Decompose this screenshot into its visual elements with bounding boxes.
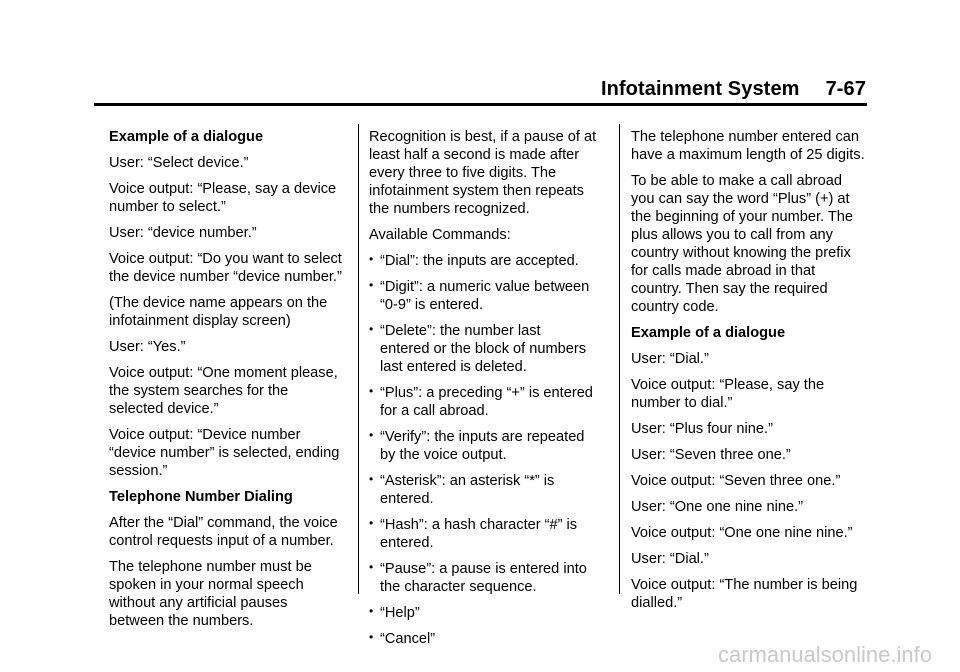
column-divider (358, 124, 359, 594)
bullet-icon: • (369, 428, 374, 442)
section-heading: Telephone Number Dialing (109, 489, 293, 505)
bullet-icon: • (369, 630, 374, 644)
list-item: • “Delete”: the number last entered or the block of numbers last entered is deleted. (369, 322, 587, 375)
list-item: • “Help” (369, 604, 420, 621)
bullet-icon: • (369, 252, 374, 266)
paragraph: The telephone number must be spoken in your normal speech without any artificial pauses between the numbers. (109, 559, 312, 629)
bullet-icon: • (369, 516, 374, 530)
list-item: • “Dial”: the inputs are accepted. (369, 252, 579, 269)
paragraph: Voice output: “The number is being dialled.” (631, 577, 858, 611)
paragraph: (The device name appears on the infotainment display screen) (109, 295, 328, 329)
column-2 (369, 128, 609, 656)
header-rule (94, 103, 867, 106)
paragraph: Recognition is best, if a pause of at least half a second is made after every three to five digits. The infotainment system then repeats the numbers recognized. (369, 129, 597, 217)
paragraph: Voice output: “One moment please, the system searches for the selected device.” (109, 365, 338, 417)
section-title: Infotainment System (600, 78, 800, 100)
paragraph: To be able to make a call abroad you can say the word “Plus” (+) at the beginning of your number. The plus allows you to call from any country without knowing the prefix for calls made abroad in that country. Then say the required country code. (631, 173, 854, 315)
list-item: • “Hash”: a hash character “#” is entered. (369, 516, 578, 551)
paragraph: Voice output: “Please, say a device number to select.” (109, 181, 337, 215)
paragraph: User: “Plus four nine.” (631, 421, 773, 437)
bullet-icon: • (369, 322, 374, 336)
page-number: 7-67 (825, 78, 866, 100)
paragraph: Voice output: “One one nine nine.” (631, 525, 853, 541)
paragraph: Example of a dialogue (109, 129, 264, 145)
bullet-icon: • (369, 560, 374, 574)
paragraph: User: “device number.” (109, 225, 257, 241)
bullet-icon: • (369, 384, 374, 398)
watermark: carmanualsonline.info (717, 642, 932, 667)
page-header (601, 78, 866, 101)
list-item: • “Verify”: the inputs are repeated by the voice output. (369, 428, 585, 463)
paragraph: User: “Select device.” (109, 155, 249, 171)
list-item: • “Plus”: a preceding “+” is entered for a call abroad. (369, 384, 593, 419)
paragraph: After the “Dial” command, the voice control requests input of a number. (109, 515, 338, 549)
list-item: • “Asterisk”: an asterisk “*” is entered. (369, 472, 555, 507)
paragraph: Voice output: “Do you want to select the device number “device number.” (109, 251, 342, 285)
paragraph: Voice output: “Device number “device number” is selected, ending session.” (109, 427, 340, 479)
list-item: • “Cancel” (369, 630, 436, 647)
bullet-icon: • (369, 604, 374, 618)
paragraph: User: “One one nine nine.” (631, 499, 803, 515)
paragraph: User: “Seven three one.” (631, 447, 791, 463)
section-heading: Example of a dialogue (631, 325, 786, 341)
bullet-icon: • (369, 278, 374, 292)
list-item: • “Pause”: a pause is entered into the character sequence. (369, 560, 587, 595)
paragraph: User: “Yes.” (109, 339, 186, 355)
paragraph: The telephone number entered can have a maximum length of 25 digits. (631, 129, 865, 163)
paragraph: User: “Dial.” (631, 351, 709, 367)
paragraph: User: “Dial.” (631, 551, 709, 567)
column-divider (619, 124, 620, 594)
column-3 (631, 128, 871, 620)
commands-heading: Available Commands: (369, 227, 511, 243)
command-list (369, 252, 609, 648)
paragraph: Voice output: “Seven three one.” (631, 473, 841, 489)
column-1 (109, 128, 347, 638)
bullet-icon: • (369, 472, 374, 486)
list-item: • “Digit”: a numeric value between “0-9” is entered. (369, 278, 590, 313)
paragraph: Voice output: “Please, say the number to dial.” (631, 377, 825, 411)
